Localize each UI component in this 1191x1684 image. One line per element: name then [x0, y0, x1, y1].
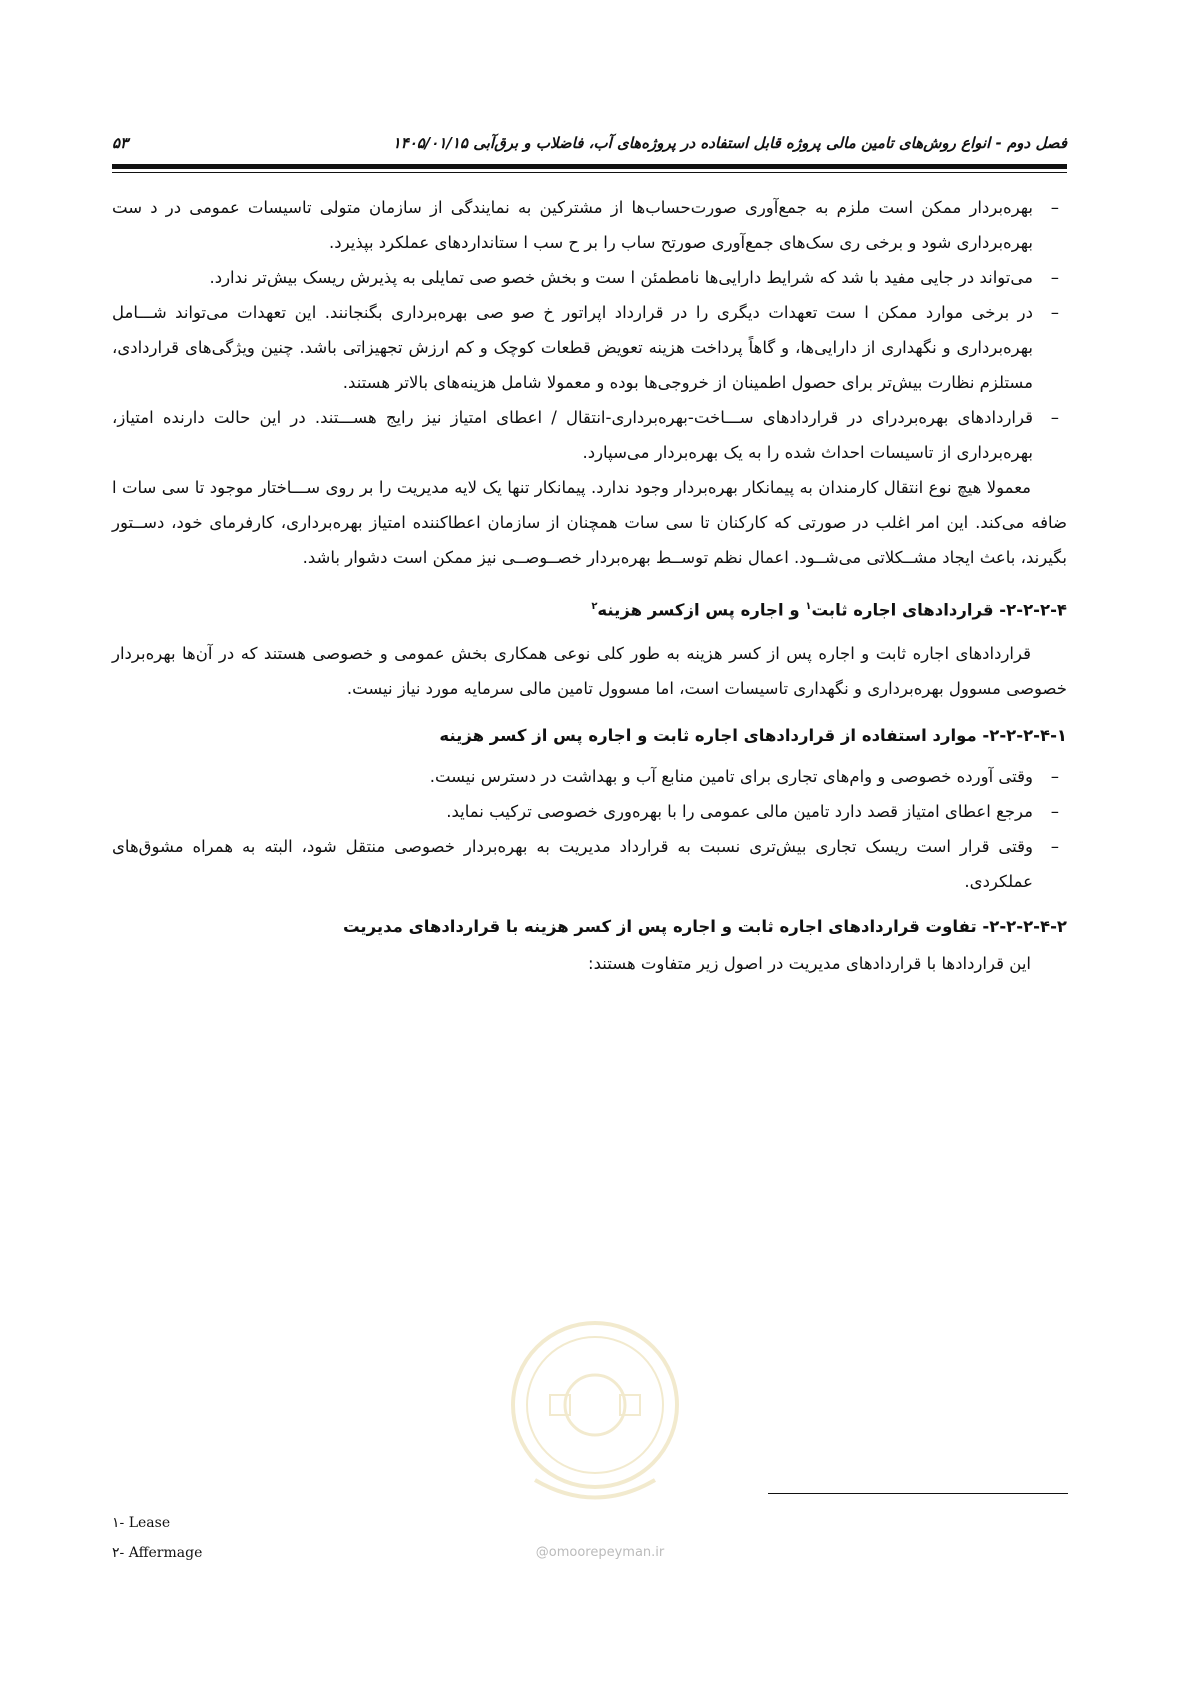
watermark-text: @omoorepeyman.ir	[535, 1545, 665, 1560]
bullet-list-2	[112, 759, 1067, 899]
page-number: ۵۳	[112, 134, 129, 152]
paragraph: قراردادهای اجاره ثابت و اجاره پس از کسر هزینه به طور کلی نوعی همکاری بخش عمومی و خصوصی هستند که در آن‌ها بهره‌بردار خصوصی مسوول بهره‌برداری و نگهداری تاسیسات است، اما مسوول تامین مالی سرمایه مورد نیاز نیست.	[112, 643, 1067, 698]
list-item: – قراردادهای بهره‌بردرای در قراردادهای ســـاخت-بهره‌برداری-انتقال / اعطای امتیاز نیز رایج هســـتند. در این حالت دارنده امتیاز، بهره‌برداری از تاسیسات احداث شده را به یک بهره‌بردار می‌سپارد.	[112, 400, 1067, 470]
list-item: – می‌تواند در جایی مفید با شد که شرایط دارایی‌ها نامطمئن ا ست و بخش خصو صی تمایلی به پذیرش ریسک بیش‌تر ندارد.	[112, 260, 1067, 295]
subsection-heading: ۲-۲-۲-۴-۱- موارد استفاده از قراردادهای اجاره ثابت و اجاره پس از کسر هزینه	[439, 725, 1067, 745]
page-header	[112, 128, 1067, 158]
list-item: – وقتی قرار است ریسک تجاری بیش‌تری نسبت به قرارداد مدیریت به بهره‌بردار خصوصی منتقل شود، البته به همراه مشوق‌های عملکردی.	[112, 829, 1067, 899]
section-heading	[112, 589, 1067, 628]
footnote-rule	[768, 1493, 1068, 1494]
footnote: ۱- Lease	[112, 1515, 171, 1531]
heading-text: ۲-۲-۲-۴- قراردادهای اجاره ثابت	[811, 600, 1067, 620]
header-title: فصل دوم - انواع روش‌های تامین مالی پروژه قابل استفاده در پروژه‌های آب، فاضلاب و برق‌آبی ۱۴۰۵/۰۱/۱۵	[392, 134, 1067, 152]
list-item: – وقتی آورده خصوصی و وام‌های تجاری برای تامین منابع آب و بهداشت در دسترس نیست.	[112, 759, 1067, 794]
list-item: – در برخی موارد ممکن ا ست تعهدات دیگری را در قرارداد اپراتور خ صو صی بهره‌برداری بگنجانند. این تعهدات می‌تواند شـــامل بهره‌برداری و نگهداری از دارایی‌ها، و گاهاً پرداخت هزینه تعویض قطعات کوچک و کم ارزش تجهیزاتی باشد. چنین ویژگی‌های قراردادی، مستلزم نظارت بیش‌تر برای حصول اطمینان از خروجی‌ها بوده و معمولا شامل هزینه‌های بالاتر هستند.	[112, 295, 1067, 400]
list-item: – مرجع اعطای امتیاز قصد دارد تامین مالی عمومی را با بهره‌وری خصوصی ترکیب نماید.	[112, 794, 1067, 829]
heading-text: و اجاره پس ازکسر هزینه	[597, 600, 806, 620]
page-body	[112, 190, 1067, 981]
paragraph: این قراردادها با قراردادهای مدیریت در اصول زیر متفاوت هستند:	[588, 953, 1031, 973]
header-rule-thin	[112, 172, 1067, 173]
header-rule-thick	[112, 164, 1067, 169]
watermark-logo	[495, 1310, 695, 1530]
footnotes	[112, 1508, 412, 1568]
list-item: – بهره‌بردار ممکن است ملزم به جمع‌آوری صورت‌حساب‌ها از مشترکین به نمایندگی از سازمان متولی تاسیسات عمومی در د ست بهره‌برداری شود و برخی ری سک‌های جمع‌آوری صورتح ساب را بر ح سب ا ستانداردهای عملکرد بپذیرد.	[112, 190, 1067, 260]
paragraph: معمولا هیچ نوع انتقال کارمندان به پیمانکار بهره‌بردار وجود ندارد. پیمانکار تنها یک لایه مدیریت را بر روی ســـاختار موجود تا سی سات ا ضافه می‌کند. این امر اغلب در صورتی که کارکنان تا سی سات همچنان از سازمان اعطاکننده امتیاز بهره‌برداری، کارفرمای خود، دســتور بگیرند، باعث ایجاد مشــکلاتی می‌شــود. اعمال نظم توســط بهره‌بردار خصــوصــی نیز ممکن است دشوار باشد.	[112, 478, 1067, 567]
bullet-list-1	[112, 190, 1067, 470]
footnote-ref: ۱	[805, 601, 812, 612]
subsection-heading: ۲-۲-۲-۴-۲- تفاوت قراردادهای اجاره ثابت و اجاره پس از کسر هزینه با قراردادهای مدیریت	[342, 916, 1067, 936]
footnote: ۲- Affermage	[112, 1545, 203, 1561]
footnote-ref: ۲	[591, 601, 598, 612]
